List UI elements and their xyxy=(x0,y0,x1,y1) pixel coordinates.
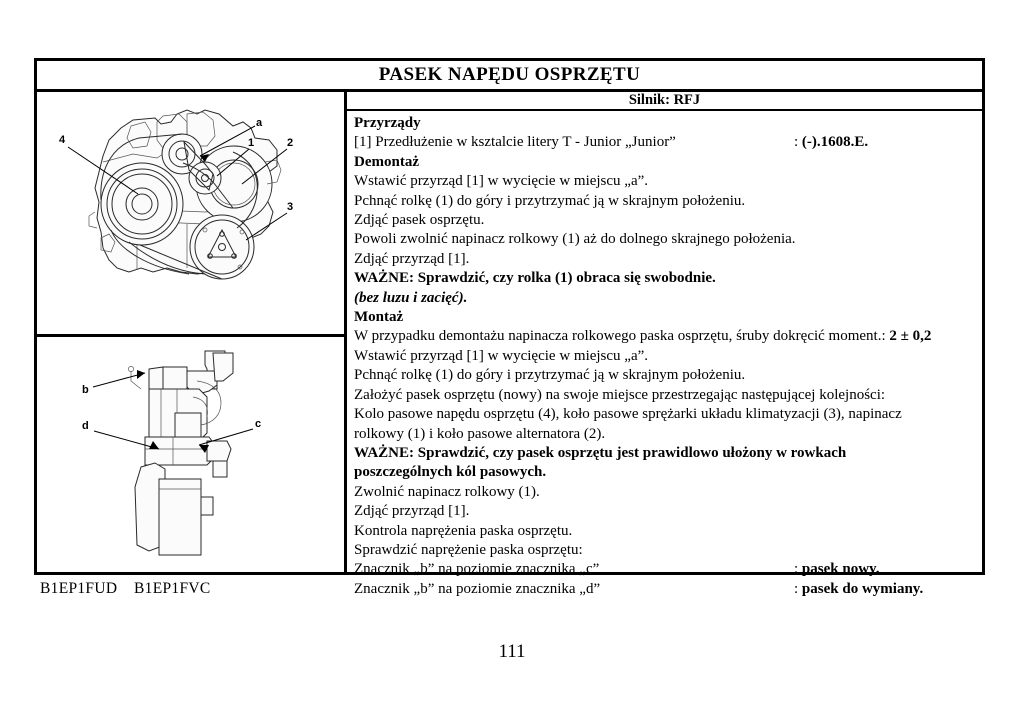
callout-label-1: 1 xyxy=(248,137,255,149)
tensioner-diagram-cell xyxy=(37,337,344,572)
procedure-text xyxy=(347,111,982,599)
tool-reference-prefix: : xyxy=(794,134,799,151)
fitting-torque-value: 2 ± 0,2 xyxy=(889,328,932,345)
fitting-step: Założyć pasek osprzętu (nowy) na swoje miejsce przestrzegając następującej kolejności: xyxy=(354,386,886,403)
callout-label-c: c xyxy=(255,418,262,430)
tools-heading: Przyrządy xyxy=(354,115,421,131)
removal-heading: Demontaż xyxy=(354,153,419,170)
engine-label-row xyxy=(347,92,982,111)
callout-label-4: 4 xyxy=(59,134,66,146)
tension-check-value: pasek do wymiany. xyxy=(801,580,924,597)
removal-step: Pchnąć rolkę (1) do góry i przytrzymać ją w skrajnym położeniu. xyxy=(354,192,746,209)
tension-check-result xyxy=(794,560,879,579)
fitting-step: rolkowy (1) i koło pasowe alternatora (2). xyxy=(354,425,606,442)
tool-reference-value: (-).1608.E. xyxy=(801,134,869,151)
removal-important-subnote: (bez luzu i zacięć). xyxy=(354,289,468,306)
engine-diagram-cell xyxy=(37,92,344,337)
fitting-step: Zwolnić napinacz rolkowy (1). xyxy=(354,483,540,500)
crankshaft-pulley xyxy=(101,163,183,245)
figures-column xyxy=(37,92,347,572)
callout-label-2: 2 xyxy=(287,137,294,149)
removal-step: Zdjąć pasek osprzętu. xyxy=(354,212,485,229)
fitting-step: Wstawić przyrząd [1] w wycięcie w miejscu „a”. xyxy=(354,347,649,364)
tension-check-prefix: : xyxy=(794,580,799,597)
figure-code-caption: B1EP1FUD B1EP1FVC xyxy=(40,580,211,597)
fitting-step: Kontrola naprężenia paska osprzętu. xyxy=(354,522,573,539)
fitting-step: Sprawdzić naprężenie paska osprzętu: xyxy=(354,541,583,558)
callout-label-d: d xyxy=(82,420,89,432)
callout-label-3: 3 xyxy=(287,201,294,213)
tool-line xyxy=(354,133,976,152)
tension-check-row xyxy=(354,560,976,579)
callout-label-a: a xyxy=(256,117,263,129)
fitting-important-note-line-1: WAŻNE: Sprawdzić, czy pasek osprzętu jest prawidlowo ułożony w rowkach xyxy=(354,444,847,461)
page-number: 111 xyxy=(498,641,526,662)
callout-b xyxy=(82,370,145,396)
removal-important-note: WAŻNE: Sprawdzić, czy rolka (1) obraca się swobodnie. xyxy=(354,270,716,287)
procedure-column xyxy=(347,92,982,597)
engine-accessory-belt-layout-figure xyxy=(37,92,344,334)
removal-step: Powoli zwolnić napinacz rolkowy (1) aż do dolnego skrajnego położenia. xyxy=(354,231,796,248)
fitting-step: Pchnąć rolkę (1) do góry i przytrzymać ją w skrajnym położeniu. xyxy=(354,367,746,384)
tension-check-text: Znacznik „b” na poziomie znacznika „c” xyxy=(354,561,600,578)
tool-reference xyxy=(794,133,868,152)
tension-check-prefix: : xyxy=(794,561,799,578)
tension-check-text: Znacznik „b” na poziomie znacznika „d” xyxy=(354,580,601,597)
fitting-torque-line xyxy=(354,327,976,346)
removal-step: Wstawić przyrząd [1] w wycięcie w miejscu „a”. xyxy=(354,173,649,190)
fitting-step: Zdjąć przyrząd [1]. xyxy=(354,503,470,520)
table-title-row xyxy=(37,61,982,92)
page-title: PASEK NAPĘDU OSPRZĘTU xyxy=(378,64,641,85)
callout-label-b: b xyxy=(82,384,89,396)
engine-label: Silnik: RFJ xyxy=(628,92,701,108)
removal-step: Zdjąć przyrząd [1]. xyxy=(354,250,470,267)
tool-description: [1] Przedłużenie w ksztalcie litery T - Junior „Junior” xyxy=(354,134,676,151)
fitting-important-note-line-2: poszczególnych kól pasowych. xyxy=(354,464,547,481)
tension-check-result xyxy=(794,580,923,599)
fitting-torque-text: W przypadku demontażu napinacza rolkowego paska osprzętu, śruby dokręcić moment.: xyxy=(354,328,886,345)
fitting-heading: Montaż xyxy=(354,309,404,326)
belt-tensioner-marks-detail-figure xyxy=(37,337,344,569)
tension-check-value: pasek nowy. xyxy=(801,561,880,578)
fitting-step: Kolo pasowe napędu osprzętu (4), koło pasowe sprężarki układu klimatyzacji (3), napinacz xyxy=(354,406,902,423)
tension-check-row xyxy=(354,580,976,599)
